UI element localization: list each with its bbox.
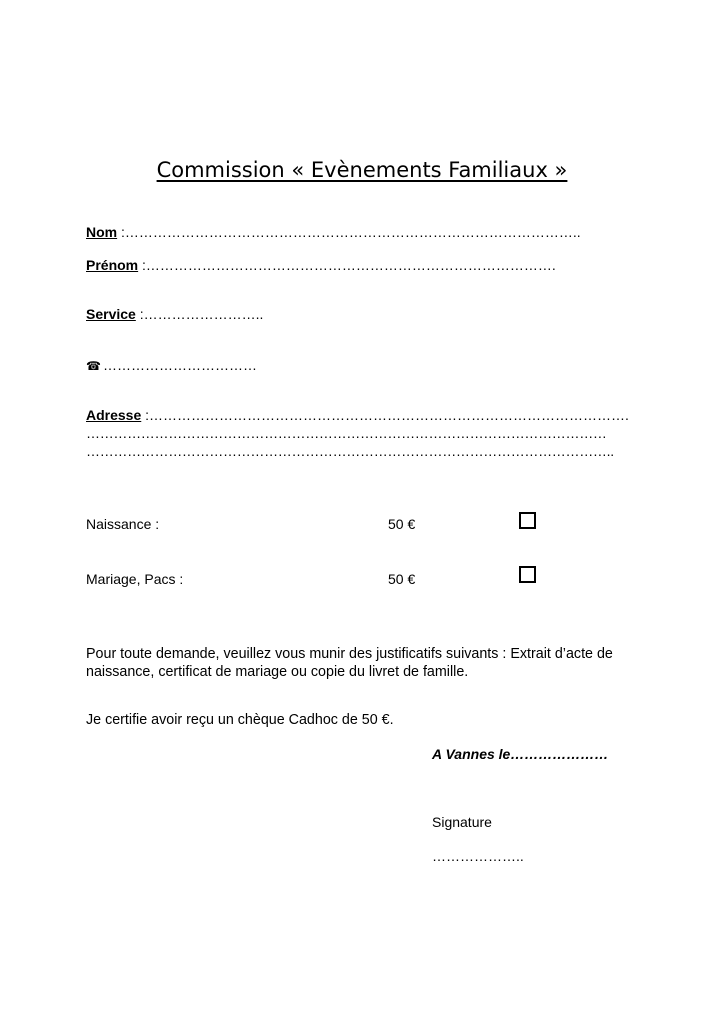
signature-field[interactable]: ………………..	[432, 848, 524, 864]
option-naissance-checkbox[interactable]	[519, 512, 536, 529]
telephone-icon: ☎	[86, 359, 101, 373]
adresse-dots: :………………………………………………………………………………………….	[141, 407, 629, 423]
field-phone[interactable]	[86, 357, 257, 373]
adresse-label: Adresse	[86, 407, 142, 423]
justificatifs-note: Pour toute demande, veuillez vous munir des justificatifs suivants : Extrait d’acte de naissance, certificat de mariage ou copie du livret de famille.	[86, 646, 613, 680]
option-naissance-label: Naissance :	[86, 516, 160, 532]
phone-dots: ……………………………	[102, 357, 257, 373]
signature-label: Signature	[432, 814, 492, 830]
field-service[interactable]	[86, 306, 263, 322]
certify-statement: Je certifie avoir reçu un chèque Cadhoc de 50 €.	[86, 712, 394, 728]
option-naissance-price: 50 €	[388, 516, 416, 532]
page-title: Commission « Evènements Familiaux »	[156, 158, 568, 182]
field-nom[interactable]	[86, 224, 581, 240]
option-mariage-price: 50 €	[388, 571, 416, 587]
service-dots: :……………………..	[135, 306, 264, 322]
option-mariage-checkbox[interactable]	[519, 566, 536, 583]
adresse-line-3[interactable]: ……………………………………………………………………………………………………..	[86, 443, 614, 459]
field-adresse[interactable]	[86, 407, 629, 423]
prenom-dots: :…………………………………………………………………………….	[138, 257, 556, 273]
field-prenom[interactable]	[86, 257, 556, 273]
nom-dots: :……………………………………………………………………………………..	[117, 224, 581, 240]
prenom-label: Prénom	[86, 257, 139, 273]
option-mariage-label: Mariage, Pacs :	[86, 571, 184, 587]
adresse-line-2[interactable]: ……………………………………………………………………………………………………	[86, 425, 607, 441]
service-label: Service	[86, 306, 136, 322]
place-date-line[interactable]: A Vannes le…………………	[432, 746, 609, 762]
nom-label: Nom	[86, 224, 118, 240]
